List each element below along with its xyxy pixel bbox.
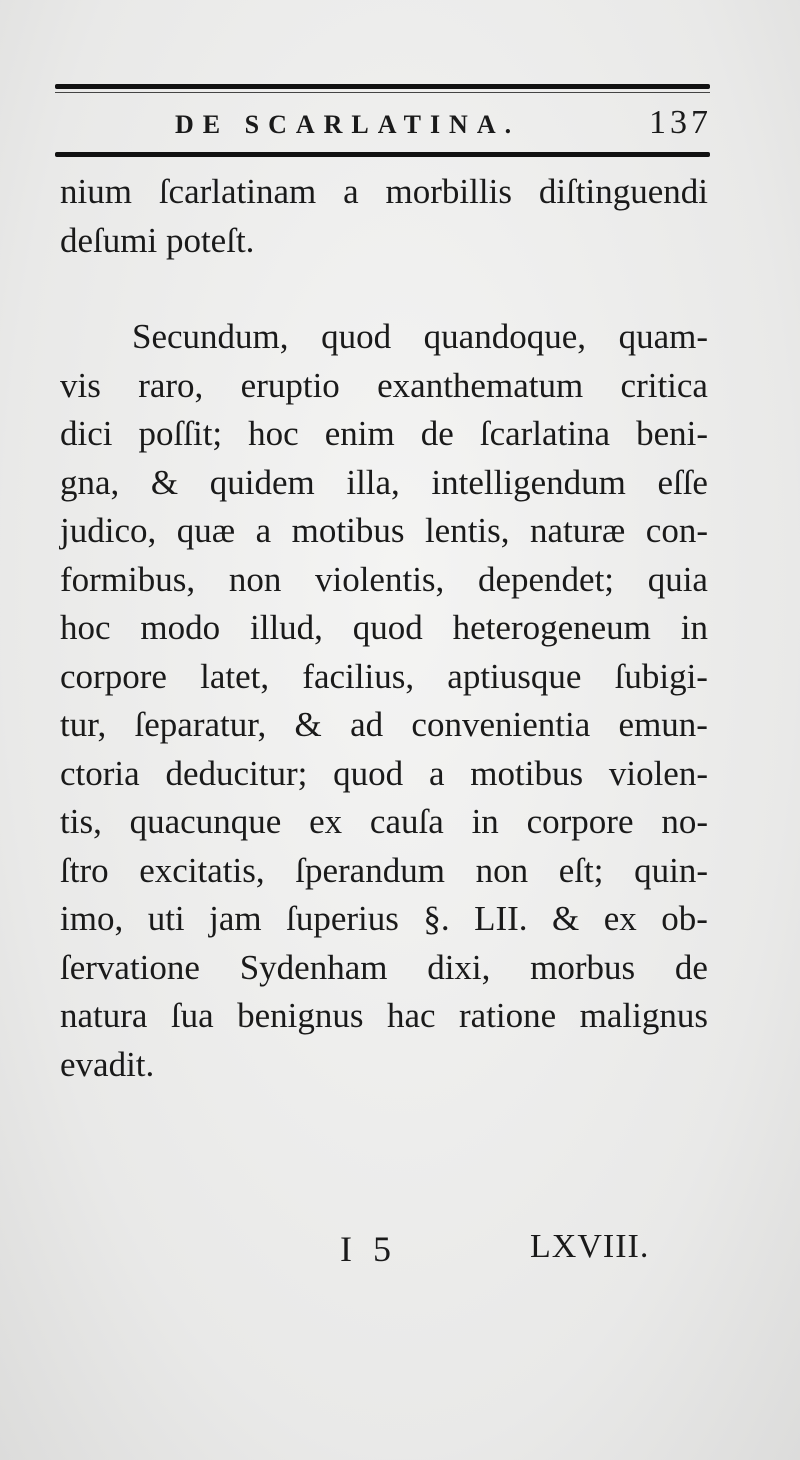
text-line: imo, uti jam ſuperius §. LII. & ex ob-: [60, 899, 708, 938]
text-line: Secundum, quod quandoque, quam-: [132, 317, 708, 356]
text-line: corpore latet, facilius, aptiusque ſubigi-: [60, 656, 708, 696]
text-line: gna, & quidem illa, intelligendum eſſe: [60, 462, 708, 502]
running-head: [175, 104, 712, 142]
text-line: hoc modo illud, quod heterogeneum in: [60, 608, 708, 647]
text-line: vis raro, eruptio exanthematum critica: [60, 365, 708, 405]
header-rule-top: [55, 84, 710, 89]
body-text: [60, 168, 708, 1089]
running-title: DE SCARLATINA.: [175, 110, 521, 139]
text-line: formibus, non violentis, dependet; quia: [60, 559, 708, 599]
text-line: ſtro excitatis, ſperandum non eſt; quin-: [60, 850, 708, 890]
text-line: natura ſua benignus hac ratione malignus: [60, 996, 708, 1035]
text-line: ctoria deducitur; quod a motibus violen-: [60, 753, 708, 793]
text-line: judico, quæ a motibus lentis, naturæ con-: [60, 511, 708, 550]
text-line: ſervatione Sydenham dixi, morbus de: [60, 947, 708, 987]
signature-mark: I 5: [340, 1229, 397, 1269]
catchword: LXVIII.: [530, 1228, 650, 1265]
text-line: tis, quacunque ex cauſa in corpore no-: [60, 802, 708, 841]
page-number: 137: [649, 104, 712, 141]
text-line: nium ſcarlatinam a morbillis diſtinguendi: [60, 172, 708, 211]
text-line: evadit.: [60, 1044, 155, 1084]
text-line: tur, ſeparatur, & ad convenientia emun-: [60, 705, 708, 744]
header-rule-bottom: [55, 152, 710, 157]
text-line: deſumi poteſt.: [60, 220, 255, 260]
text-line: dici poſſit; hoc enim de ſcarlatina beni-: [60, 414, 708, 453]
paragraph-gap: [60, 265, 708, 313]
